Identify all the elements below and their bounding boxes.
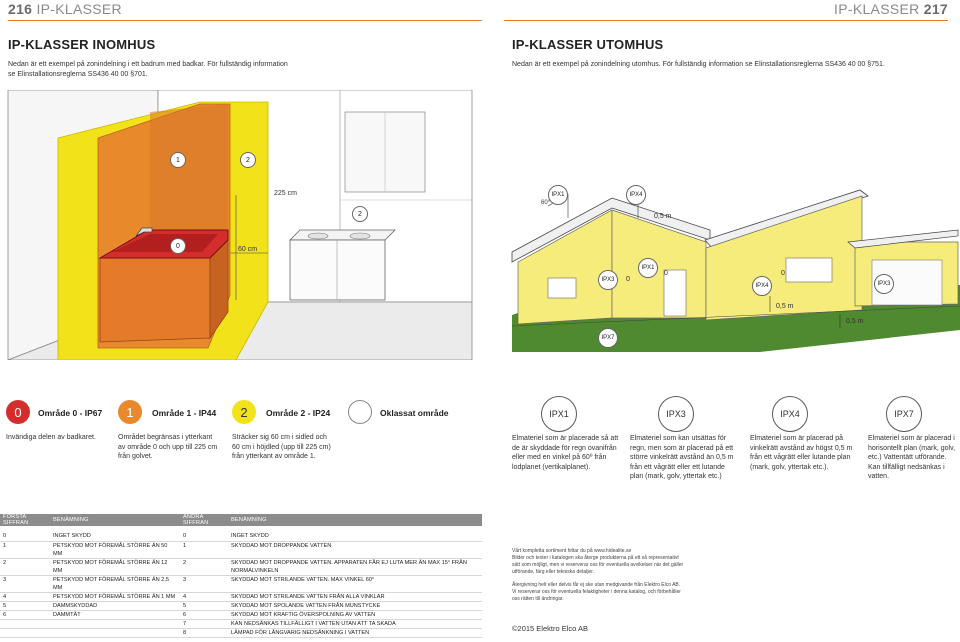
- col-header-name-2: BENÄMNING: [228, 514, 482, 526]
- left-title: IP-KLASSER INOMHUS: [8, 37, 156, 52]
- figure-dim-60: 60 cm: [238, 246, 258, 253]
- table-cell: LÄMPAD FÖR LÅNGVARIG NEDSÄNKNING I VATTEN: [228, 628, 482, 637]
- table-cell: 4: [0, 592, 50, 601]
- footer-line6: Vi reserverar oss för eventuella felaktigheter i denna katalog, och förbehåller: [512, 589, 681, 595]
- table-cell: SKYDDAD MOT STRILANDE VATTEN. MAX VINKEL 60°: [228, 575, 482, 592]
- unclassified-badge: [348, 400, 372, 424]
- table-cell: 5: [180, 601, 228, 610]
- zone-1-badge: 1: [118, 400, 142, 424]
- footer-line1: Vårt kompletta sortiment hittar du på www.hidealite.se: [512, 548, 632, 554]
- ipx7-desc: Elmateriel som är placerad i horisontellt plan (mark, golv, etc.) Vattentätt utförande. Kan tillfälligt nedsänkas i vatten.: [868, 435, 956, 480]
- figure-ipx4-mid: IPX4: [752, 276, 772, 296]
- table-cell: SKYDDAD MOT KRAFTIG ÖVERSPOLNING AV VATTEN: [228, 610, 482, 619]
- figure-zero-b: 0: [664, 270, 668, 277]
- figure-ipx1-mid: IPX1: [638, 258, 658, 278]
- figure-zone-0-marker: 0: [170, 238, 186, 254]
- left-page-number: 216: [8, 1, 33, 17]
- table-cell: 2: [0, 558, 50, 575]
- figure-dist-mid: 0,5 m: [776, 303, 794, 310]
- table-cell: 5: [0, 601, 50, 610]
- table-cell: 0: [0, 532, 50, 541]
- left-intro: [8, 60, 478, 79]
- figure-zero-c: 0: [781, 270, 785, 277]
- footer-line4: utförande, färg eller tekniska detaljer.: [512, 569, 594, 575]
- table-row: [0, 628, 482, 637]
- figure-dim-225: 225 cm: [274, 190, 297, 197]
- table-cell: 2: [180, 558, 228, 575]
- right-section-name: IP-KLASSER: [834, 1, 920, 17]
- table-cell: PETSKYDD MOT FÖREMÅL STÖRRE ÄN 50 MM: [50, 541, 180, 558]
- table-cell: 8: [180, 628, 228, 637]
- window-left: [548, 278, 576, 298]
- table-cell: 1: [180, 541, 228, 558]
- table-cell: DAMMSKYDDAD: [50, 601, 180, 610]
- zoning-figure: [0, 90, 960, 360]
- left-page-header: [8, 1, 122, 17]
- figure-dist-top: 0,5 m: [654, 213, 672, 220]
- right-intro: Nedan är ett exempel på zonindelning utomhus. För fullständig information se Elinstallationsreglerna SS436 40 00 §751.: [512, 61, 885, 68]
- col-header-second-digit: ANDRA SIFFRAN: [180, 514, 228, 526]
- left-intro-line2: se Elinstallationsreglerna SS436 40 00 §701.: [8, 70, 148, 78]
- figure-ipx7: IPX7: [598, 328, 618, 348]
- table-cell: [0, 628, 50, 637]
- left-intro-line1: Nedan är ett exempel på zonindelning i ett badrum med badkar. För fullständig information: [8, 61, 288, 68]
- col-header-name-1: BENÄMNING: [50, 514, 180, 526]
- table-cell: SKYDDAD MOT STRILANDE VATTEN FRÅN ALLA VINKLAR: [228, 592, 482, 601]
- zone-1-desc: Området begränsas i ytterkant av område 0 och upp till 225 cm från golvet.: [118, 434, 218, 460]
- footer-line7: oss rätten till ändringar.: [512, 596, 564, 602]
- footer-notes: [512, 548, 742, 603]
- table-cell: SKYDDAD MOT SPOLANDE VATTEN FRÅN MUNSTYCKE: [228, 601, 482, 610]
- table-cell: 4: [180, 592, 228, 601]
- table-cell: INGET SKYDD: [50, 532, 180, 541]
- table-cell: 3: [180, 575, 228, 592]
- ipx7-badge: IPX7: [886, 396, 922, 432]
- sink-cabinet: [290, 240, 385, 300]
- zone-2-desc: Sträcker sig 60 cm i sidled och 60 cm i höjdled (upp till 225 cm) från ytterkant av område 1.: [232, 434, 331, 460]
- table-cell: PETSKYDD MOT FÖREMÅL STÖRRE ÄN 12 MM: [50, 558, 180, 575]
- figure-ipx3-left: IPX3: [598, 270, 618, 290]
- zone-2-badge: 2: [232, 400, 256, 424]
- ipx3-badge: IPX3: [658, 396, 694, 432]
- figure-zone-1-marker: 1: [170, 152, 186, 168]
- right-page-header: [834, 1, 948, 17]
- table-cell: 0: [180, 532, 228, 541]
- figure-angle-60: 60°: [541, 200, 551, 206]
- zone-0-label: Område 0 - IP67: [38, 408, 103, 418]
- right-title: IP-KLASSER UTOMHUS: [512, 37, 664, 52]
- figure-zero-a: 0: [626, 276, 630, 283]
- ipx4-desc: Elmateriel som är placerad på vinkelrätt avstånd av högst 0,5 m från ett vågrätt eller lutande plan (mark, golv, yttertak etc.).: [750, 435, 853, 471]
- zone-0-desc: Invändiga delen av badkaret.: [6, 434, 96, 441]
- table-row: [0, 532, 482, 541]
- figure-ipx1-top: IPX1: [548, 185, 568, 205]
- ip-table: [0, 514, 482, 638]
- table-row: [0, 575, 482, 592]
- ip-table-header: [0, 514, 482, 526]
- window-right: [786, 258, 832, 282]
- table-row: [0, 558, 482, 575]
- table-cell: 6: [180, 610, 228, 619]
- table-cell: 3: [0, 575, 50, 592]
- col-header-first-digit: FÖRSTA SIFFRAN: [0, 514, 50, 526]
- figure-ipx3-right: IPX3: [874, 274, 894, 294]
- figure-dist-right: 0,5 m: [846, 318, 864, 325]
- ipx1-badge: IPX1: [541, 396, 577, 432]
- table-row: [0, 610, 482, 619]
- table-cell: DAMMTÄT: [50, 610, 180, 619]
- footer-line2: Bilder och texter i katalogen ska återge produkterna på ett så representativt: [512, 555, 679, 561]
- figure-ipx4-top: IPX4: [626, 185, 646, 205]
- table-cell: SKYDDAD MOT DROPPANDE VATTEN. APPARATEN FÅR EJ LUTA MER ÄN MAX 15° FRÅN NORMALVINKELN: [228, 558, 482, 575]
- figure-zone-2-marker-mid: 2: [352, 206, 368, 222]
- unclassified-label: Oklassat område: [380, 408, 449, 418]
- table-row: [0, 619, 482, 628]
- table-cell: PETSKYDD MOT FÖREMÅL STÖRRE ÄN 2,5 MM: [50, 575, 180, 592]
- table-cell: PETSKYDD MOT FÖREMÅL STÖRRE ÄN 1 MM: [50, 592, 180, 601]
- right-page-number: 217: [923, 1, 948, 17]
- table-row: [0, 601, 482, 610]
- zone-1-label: Område 1 - IP44: [152, 408, 217, 418]
- zone-2-label: Område 2 - IP24: [266, 408, 331, 418]
- table-cell: KAN NEDSÄNKAS TILLFÄLLIGT I VATTEN UTAN ATT TA SKADA: [228, 619, 482, 628]
- table-row: [0, 592, 482, 601]
- right-header-rule: [504, 20, 948, 21]
- table-cell: 6: [0, 610, 50, 619]
- table-cell: [0, 619, 50, 628]
- footer-line5: Återgivning helt eller delvis får ej ske utan medgivande från Elektro Elco AB.: [512, 582, 681, 588]
- table-cell: SKYDDAD MOT DROPPANDE VATTEN: [228, 541, 482, 558]
- ipx3-desc: Elmateriel som kan utsättas för regn, men som är placerad på ett större vinkelrätt avstånd än 0,5 m från ett vågrätt eller ett lutande plan (mark, golv, yttertak etc.): [630, 435, 734, 480]
- zone-0-badge: 0: [6, 400, 30, 424]
- ipx4-badge: IPX4: [772, 396, 808, 432]
- table-row: [0, 541, 482, 558]
- table-cell: INGET SKYDD: [228, 532, 482, 541]
- table-cell: 7: [180, 619, 228, 628]
- left-header-rule: [8, 20, 482, 21]
- table-cell: [50, 628, 180, 637]
- copyright: ©2015 Elektro Elco AB: [512, 624, 588, 633]
- left-section-name: IP-KLASSER: [36, 1, 122, 17]
- figure-zone-2-marker-top: 2: [240, 152, 256, 168]
- sink-counter: [290, 230, 395, 240]
- footer-line3: sätt som möjligt, men vi reserverar oss för eventuella avvikelser när det gäller: [512, 562, 684, 568]
- table-cell: [50, 619, 180, 628]
- sink-basin-2: [350, 233, 370, 239]
- ipx1-desc: Elmateriel som är placerade så att de är skyddade för regn ovanifrån eller med en vinkel på 60º från lodplanet (vertikalplanet).: [512, 435, 619, 471]
- bathtub-front: [100, 258, 210, 342]
- sink-basin-1: [308, 233, 328, 239]
- table-cell: 1: [0, 541, 50, 558]
